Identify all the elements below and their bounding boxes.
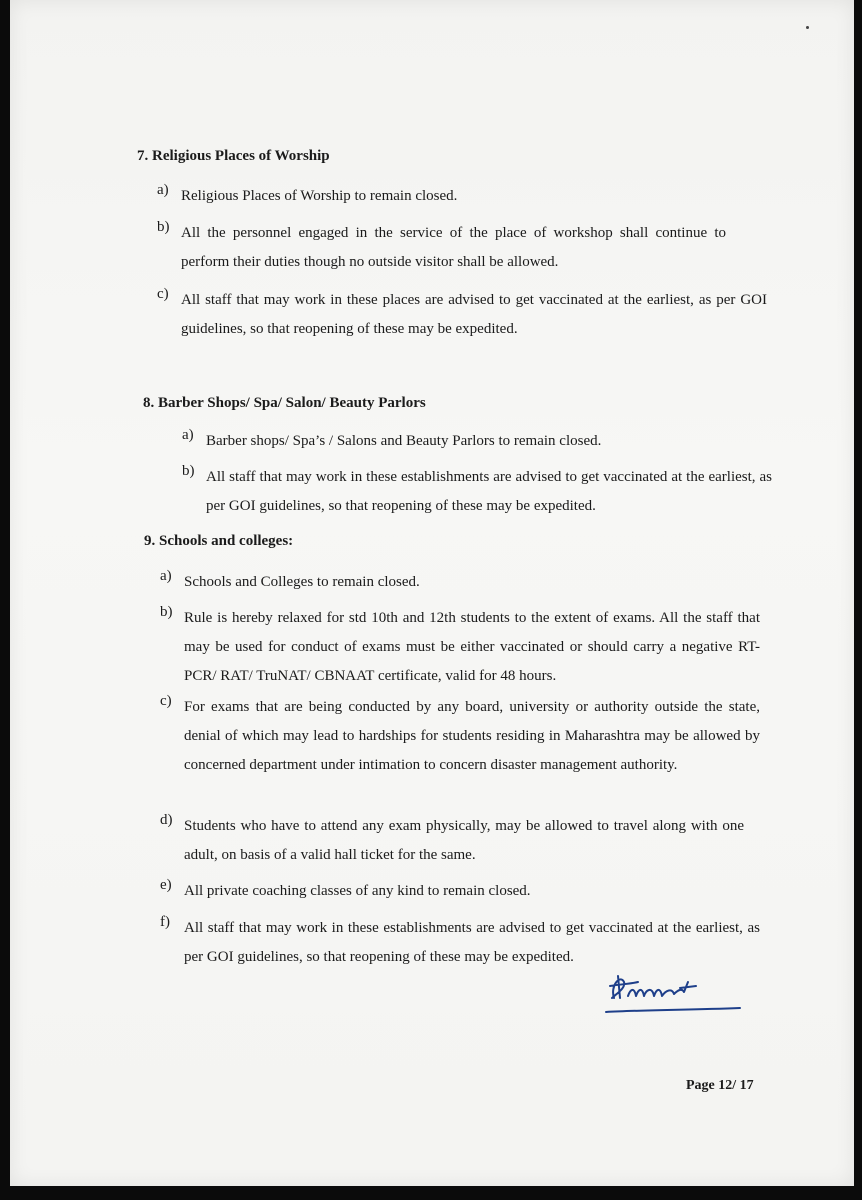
document-page (10, 0, 854, 1186)
speck-mark (806, 26, 809, 29)
item-text: Schools and Colleges to remain closed. (184, 574, 420, 590)
item-marker: a) (182, 427, 194, 443)
item-marker: b) (157, 219, 170, 235)
item-text: Rule is hereby relaxed for std 10th and 12th students to the extent of exams. All the staff that may be used for conduct of exams must be either vaccinated or should carry a negative RT-PCR/ RAT/ TruNAT/ CBNAAT certificate, valid for 48 hours. (184, 610, 760, 684)
item-text: Students who have to attend any exam physically, may be allowed to travel along with one adult, on basis of a valid hall ticket for the same. (184, 818, 744, 863)
item-text: Barber shops/ Spa’s / Salons and Beauty Parlors to remain closed. (206, 433, 602, 449)
item-marker: f) (160, 914, 170, 930)
page-label: Page (686, 1078, 715, 1093)
section-9-heading: 9. Schools and colleges: (144, 533, 294, 549)
item-text: For exams that are being conducted by any board, university or authority outside the state, denial of which may lead to hardships for students residing in Maharashtra may be allowed by concerned department under intimation to concern disaster management authority. (184, 699, 760, 773)
item-marker: a) (160, 568, 172, 584)
item-text: All staff that may work in these establishments are advised to get vaccinated at the earliest, as per GOI guidelines, so that reopening of these may be expedited. (184, 920, 760, 965)
section-7-heading: 7. Religious Places of Worship (137, 148, 330, 164)
item-text: All the personnel engaged in the service of the place of workshop shall continue to perform their duties though no outside visitor shall be allowed. (181, 225, 726, 270)
section-8-heading: 8. Barber Shops/ Spa/ Salon/ Beauty Parlors (143, 395, 426, 411)
item-text: All staff that may work in these establishments are advised to get vaccinated at the earliest, as per GOI guidelines, so that reopening of these may be expedited. (206, 469, 772, 514)
item-marker: e) (160, 877, 172, 893)
signature-mark (600, 968, 750, 1020)
item-text: All private coaching classes of any kind to remain closed. (184, 883, 531, 899)
item-marker: b) (182, 463, 195, 479)
item-text: All staff that may work in these places are advised to get vaccinated at the earliest, as per GOI guidelines, so that reopening of these may be expedited. (181, 292, 767, 337)
page-number-value: 12/ 17 (718, 1078, 754, 1093)
item-text: Religious Places of Worship to remain closed. (181, 188, 458, 204)
item-marker: c) (157, 286, 169, 302)
item-marker: a) (157, 182, 169, 198)
item-marker: c) (160, 693, 172, 709)
item-marker: b) (160, 604, 173, 620)
item-marker: d) (160, 812, 173, 828)
page-number (686, 1078, 754, 1094)
